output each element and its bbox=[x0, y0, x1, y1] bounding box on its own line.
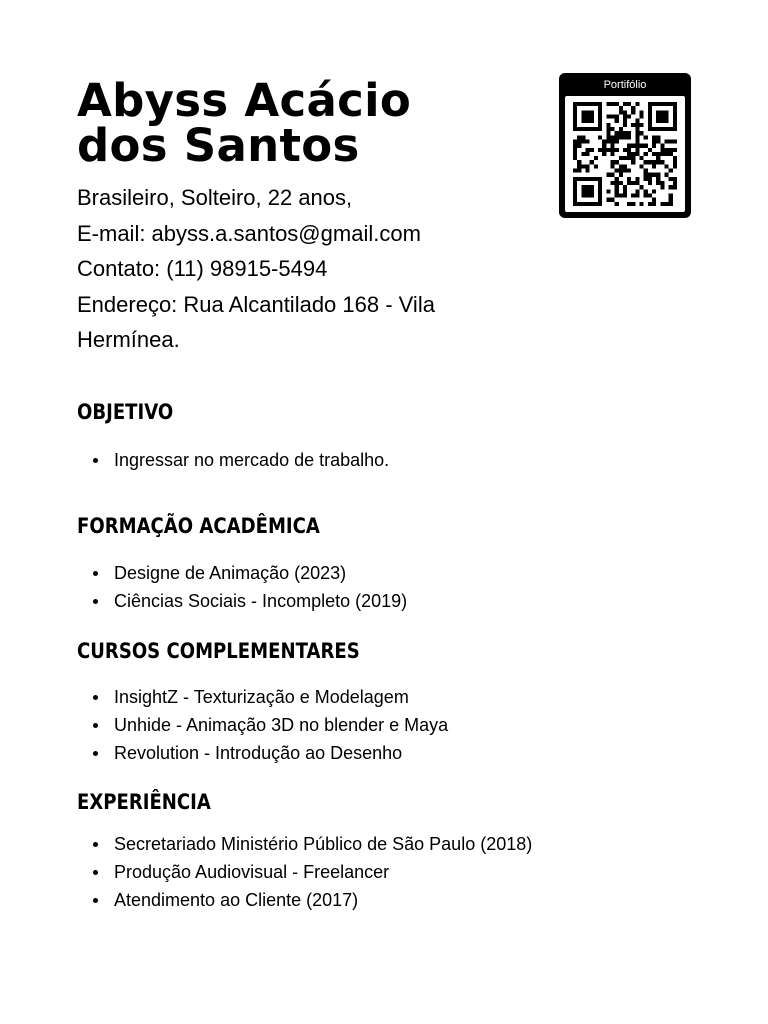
resume-name bbox=[77, 74, 412, 172]
name-line-1: Abyss Acácio bbox=[77, 74, 412, 127]
qr-code-graphic bbox=[573, 102, 677, 206]
list-formacao bbox=[93, 559, 407, 615]
list-item: Ciências Sociais - Incompleto (2019) bbox=[93, 587, 407, 615]
section-title-formacao: FORMAÇÃO ACADÊMICA bbox=[77, 514, 320, 538]
list-item: Atendimento ao Cliente (2017) bbox=[93, 886, 532, 914]
list-cursos bbox=[93, 683, 448, 767]
qr-code-icon[interactable] bbox=[565, 96, 685, 212]
section-title-experiencia: EXPERIÊNCIA bbox=[77, 790, 211, 814]
info-email: E-mail: abyss.a.santos@gmail.com bbox=[77, 220, 421, 246]
personal-info bbox=[77, 180, 537, 358]
list-item: InsightZ - Texturização e Modelagem bbox=[93, 683, 448, 711]
list-item: Designe de Animação (2023) bbox=[93, 559, 407, 587]
list-item: Revolution - Introdução ao Desenho bbox=[93, 739, 448, 767]
info-address-cont: Hermínea. bbox=[77, 327, 180, 352]
info-phone: Contato: (11) 98915-5494 bbox=[77, 256, 328, 281]
name-line-2: dos Santos bbox=[77, 119, 360, 172]
qr-label: Portifólio bbox=[603, 79, 647, 91]
list-item: Produção Audiovisual - Freelancer bbox=[93, 858, 532, 886]
section-title-objetivo: OBJETIVO bbox=[77, 400, 174, 424]
info-address: Endereço: Rua Alcantilado 168 - Vila bbox=[77, 291, 435, 317]
info-personal: Brasileiro, Solteiro, 22 anos, bbox=[77, 185, 353, 210]
list-item: Ingressar no mercado de trabalho. bbox=[93, 446, 389, 474]
list-experiencia bbox=[93, 830, 532, 914]
list-objetivo bbox=[93, 446, 389, 474]
list-item: Secretariado Ministério Público de São Paulo (2018) bbox=[93, 830, 532, 858]
section-title-cursos: CURSOS COMPLEMENTARES bbox=[77, 639, 360, 663]
portfolio-qr-card[interactable] bbox=[559, 73, 691, 218]
list-item: Unhide - Animação 3D no blender e Maya bbox=[93, 711, 448, 739]
